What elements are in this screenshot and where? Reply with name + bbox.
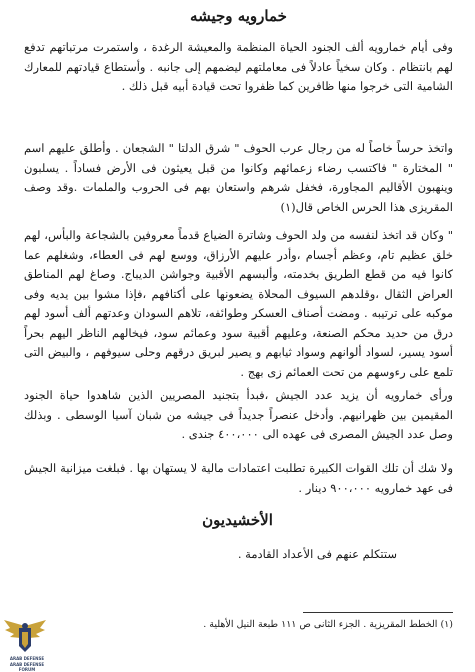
page-title: خمارويه وجيشه — [190, 7, 287, 25]
paragraph-1: وفى أيام خمارويه ألف الجنود الحياة المنظمة والمعيشة الرغدة ، واستمرت مرتباتهم تدفع لهم بانتظام . وكان سخياً عادلاً فى معاملتهم ليضمهم إلى جانبه . وأستطاع قيادتهم للمعارك الشامية التى خرجوا منها ظافرين كما ظفروا تحت قيادة أبيه قبل ذلك . — [24, 40, 453, 93]
paragraph-4: ورأى خمارويه أن يزيد عدد الجيش ،فبدأ بتجنيد المصريين الذين شاهدوا حياة الجنود المقيمين بين ظهرانيهم. وأدخل عنصراً جديداً فى جيشه من شبان آسيا الوسطى . وبذلك وصل عدد الجيش المصرى فى عهده الى ٤٠٠،٠٠٠ جندى . — [24, 388, 453, 441]
winged-eagle-emblem-icon — [2, 618, 48, 670]
footnote-divider — [303, 612, 453, 613]
emblem-label-bottom: ARAB DEFENSE FORUM — [9, 662, 45, 672]
emblem-graphic — [2, 618, 48, 658]
closing-line: ستتكلم عنهم فى الأعداد القادمة . — [237, 547, 397, 561]
paragraph-2: واتخذ حرساً خاصاً له من رجال عرب الحوف " شرق الدلتا " الشجعان . وأطلق عليهم اسم " المختارة " فاكتسب رضاء زعمائهم وكانوا من قبل يعيثون فى الأرض فساداً . يسلبون وينهبون الأقاليم المجاورة، فخفل شرهم واستعان بهم فى الحروب والملمات .وقد وصف المقريزى هذا الحرس الخاص قال(١) — [24, 141, 453, 214]
emblem-label-top: ARAB DEFENSE — [9, 656, 45, 661]
paragraph-5: ولا شك أن تلك القوات الكبيرة تطلبت اعتمادات مالية لا يستهان بها . فبلغت ميزانية الجيش فى عهد خمارويه ٩٠٠،٠٠٠ دينار . — [24, 461, 453, 495]
paragraph-3: " وكان قد اتخذ لنفسه من ولد الحوف وشاترة الضياع قدماً معروفين بالشجاعة والبأس، لهم خلق عظيم تام، وعظم أجسام ،وأدر عليهم الأرزاق، ووسع لهم فى العطاء، وشغلهم عما كانوا فيه من قطع الطريق بخدمته، وألبسهم الأقبية وجواشن الديباج. وصاغ لهم المناطق العراض الثقال ،وقلدهم السيوف المحلاة يضعونها على أكتافهم ،فإذا مشوا بين يديه وفى موكبه على ترتيبه . ومضت أصناف العسكر وطوائفه، تلاهم السودان وعدتهم ألف أسود لهم درق من حديد محكم الصنعة، وعليهم أقبية سود وعمائم سود، فيخالهم الناظر اليهم بحراً أسود يسير، لسواد ألوانهم وسواد ثيابهم و يصير لبريق درقهم وحلى سيوفهم ، والبيض التى تلمع على رءوسهم من تحت العمائم زى بهج . — [24, 228, 453, 379]
footnote: (١) الخطط المقريزية . الجزء الثانى ص ١١١ طبعة النيل الأهلية . — [203, 619, 453, 630]
section-heading: الأخشيديون — [202, 511, 273, 529]
